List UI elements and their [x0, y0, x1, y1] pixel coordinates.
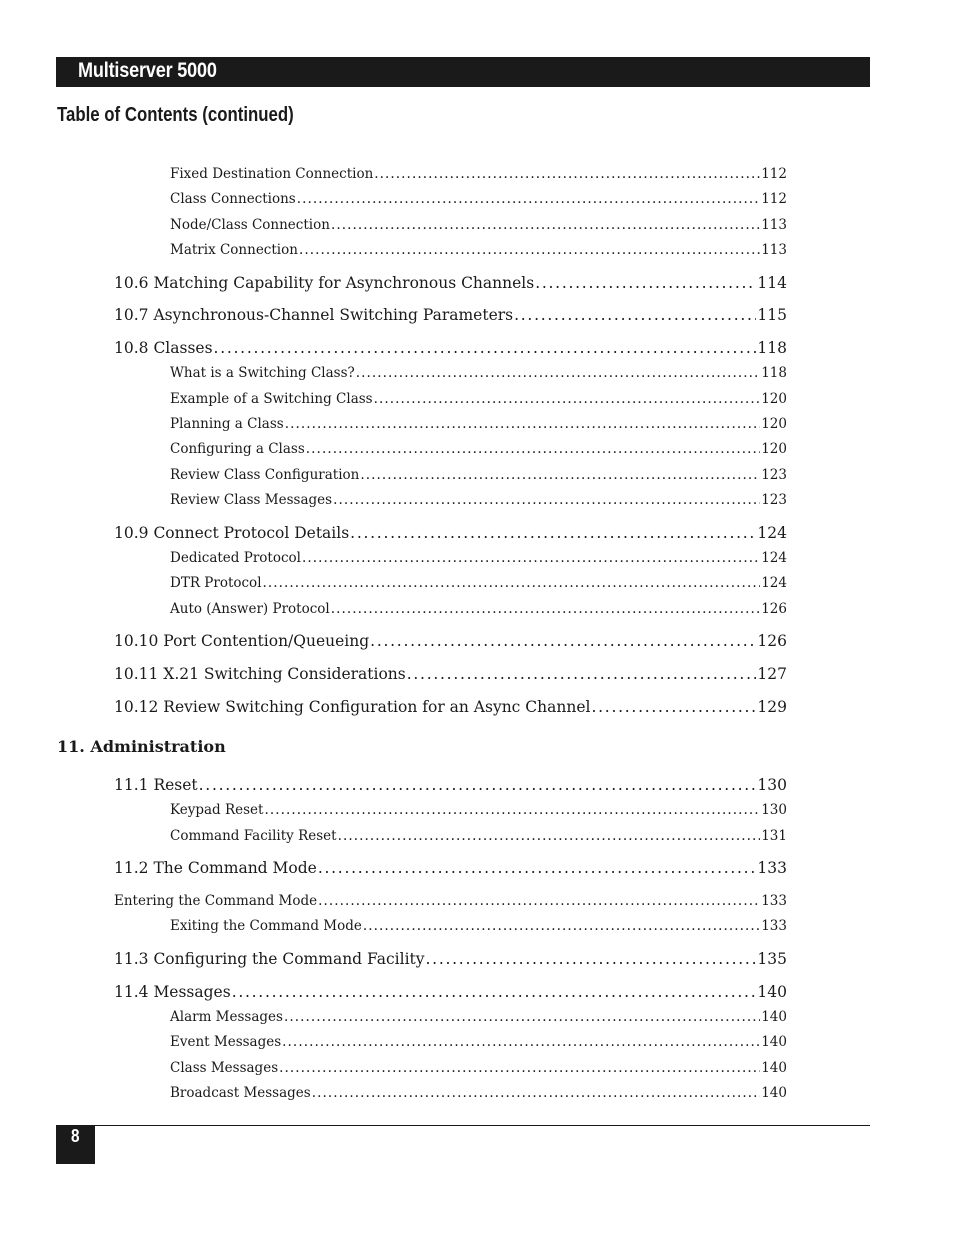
toc-entry[interactable] — [170, 1009, 787, 1025]
toc-entry-title: Keypad Reset — [170, 802, 264, 818]
toc-dot-leader — [312, 1085, 760, 1101]
toc-dot-leader — [306, 441, 760, 457]
toc-entry-page: 126 — [757, 632, 787, 650]
page-number: 8 — [71, 1126, 80, 1146]
toc-entry-page: 113 — [761, 242, 787, 258]
toc-entry-page: 123 — [761, 492, 787, 508]
toc-entry-page: 133 — [761, 893, 787, 909]
toc-entry-page: 126 — [761, 601, 787, 617]
toc-dot-leader — [331, 601, 761, 617]
toc-entry-page: 114 — [757, 274, 787, 292]
toc-entry-title: 10.6 Matching Capability for Asynchronous Channels — [114, 274, 535, 292]
toc-entry[interactable] — [114, 983, 787, 1001]
toc-entry[interactable] — [170, 918, 787, 934]
toc-entry-title: 11.2 The Command Mode — [114, 859, 317, 877]
toc-entry[interactable] — [170, 1060, 787, 1076]
toc-dot-leader — [318, 893, 760, 909]
toc-entry[interactable] — [170, 575, 787, 591]
toc-entry-page: 124 — [757, 524, 787, 542]
chapter-heading: 11. Administration — [57, 737, 226, 756]
toc-dot-leader — [331, 217, 760, 233]
toc-entry-title: Matrix Connection — [170, 242, 298, 258]
toc-dot-leader — [299, 242, 760, 258]
toc-entry-title: Fixed Destination Connection — [170, 166, 374, 182]
toc-dot-leader — [297, 191, 760, 207]
toc-entry-page: 124 — [761, 550, 787, 566]
toc-entry-title: Auto (Answer) Protocol — [170, 601, 330, 617]
toc-entry-page: 133 — [761, 918, 787, 934]
toc-entry-title: Configuring a Class — [170, 441, 305, 457]
toc-entry[interactable] — [170, 416, 787, 432]
toc-entry-page: 140 — [757, 983, 787, 1001]
toc-entry-title: Example of a Switching Class — [170, 391, 373, 407]
toc-entry[interactable] — [170, 441, 787, 457]
toc-entry-page: 130 — [761, 802, 787, 818]
toc-entry-title: 10.11 X.21 Switching Considerations — [114, 665, 406, 683]
toc-dot-leader — [264, 802, 760, 818]
toc-dot-leader — [232, 983, 757, 1001]
toc-entry-title: 10.8 Classes — [114, 339, 213, 357]
toc-entry-title: 10.7 Asynchronous-Channel Switching Parameters — [114, 306, 514, 324]
toc-dot-leader — [199, 776, 757, 794]
toc-dot-leader — [591, 698, 756, 716]
toc-entry-title: Class Connections — [170, 191, 296, 207]
toc-entry[interactable] — [114, 306, 787, 324]
toc-dot-leader — [333, 492, 760, 508]
toc-entry-title: Entering the Command Mode — [114, 893, 318, 909]
toc-entry-page: 120 — [761, 441, 787, 457]
toc-entry[interactable] — [114, 665, 787, 683]
toc-entry[interactable] — [170, 550, 787, 566]
toc-entry[interactable] — [170, 391, 787, 407]
toc-dot-leader — [535, 274, 756, 292]
toc-entry[interactable] — [170, 828, 787, 844]
toc-entry-title: Dedicated Protocol — [170, 550, 301, 566]
toc-dot-leader — [285, 416, 761, 432]
toc-entry[interactable] — [114, 698, 787, 716]
toc-entry[interactable] — [170, 601, 787, 617]
toc-entry[interactable] — [114, 776, 787, 794]
toc-dot-leader — [363, 918, 760, 934]
toc-dot-leader — [360, 467, 760, 483]
toc-entry[interactable] — [114, 859, 787, 877]
toc-dot-leader — [407, 665, 757, 683]
toc-entry-title: 11.3 Configuring the Command Facility — [114, 950, 425, 968]
page-number-box — [56, 1125, 95, 1164]
toc-entry[interactable] — [170, 467, 787, 483]
toc-entry[interactable] — [170, 217, 787, 233]
toc-entry-title: 11.4 Messages — [114, 983, 231, 1001]
toc-entry-page: 133 — [757, 859, 787, 877]
toc-dot-leader — [338, 828, 761, 844]
toc-entry[interactable] — [170, 802, 787, 818]
toc-dot-leader — [374, 166, 760, 182]
toc-entry-title: Alarm Messages — [170, 1009, 283, 1025]
toc-entry-title: Review Class Messages — [170, 492, 333, 508]
toc-entry-page: 140 — [761, 1009, 787, 1025]
toc-entry-page: 131 — [761, 828, 787, 844]
header-title: Multiserver 5000 — [78, 59, 217, 82]
footer-rule — [56, 1125, 870, 1126]
toc-entry-page: 127 — [757, 665, 787, 683]
toc-entry-page: 130 — [757, 776, 787, 794]
toc-entry[interactable] — [170, 166, 787, 182]
toc-dot-leader — [284, 1009, 760, 1025]
toc-entry-title: 11.1 Reset — [114, 776, 198, 794]
toc-entry-page: 118 — [761, 365, 787, 381]
toc-entry-title: Node/Class Connection — [170, 217, 330, 233]
toc-dot-leader — [370, 632, 756, 650]
toc-entry-title: Review Class Configuration — [170, 467, 360, 483]
toc-entry-title: Class Messages — [170, 1060, 279, 1076]
toc-entry-page: 112 — [761, 191, 787, 207]
toc-entry[interactable] — [170, 191, 787, 207]
toc-dot-leader — [426, 950, 757, 968]
page-heading: Table of Contents (continued) — [57, 104, 294, 126]
toc-entry[interactable] — [170, 1085, 787, 1101]
toc-entry-page: 129 — [757, 698, 787, 716]
toc-dot-leader — [356, 365, 760, 381]
toc-entry-title: What is a Switching Class? — [170, 365, 355, 381]
toc-entry-title: Planning a Class — [170, 416, 284, 432]
toc-entry-title: 10.12 Review Switching Configuration for an Async Channel — [114, 698, 591, 716]
toc-entry[interactable] — [114, 524, 787, 542]
toc-entry[interactable] — [170, 365, 787, 381]
toc-entry-page: 124 — [761, 575, 787, 591]
toc-entry[interactable] — [114, 339, 787, 357]
toc-dot-leader — [350, 524, 756, 542]
toc-entry-title: Event Messages — [170, 1034, 282, 1050]
toc-entry-page: 120 — [761, 416, 787, 432]
toc-entry-title: Command Facility Reset — [170, 828, 337, 844]
toc-entry-title: 10.10 Port Contention/Queueing — [114, 632, 370, 650]
toc-entry-title: 10.9 Connect Protocol Details — [114, 524, 350, 542]
toc-entry[interactable] — [114, 893, 787, 909]
toc-entry[interactable] — [170, 492, 787, 508]
toc-entry-page: 112 — [761, 166, 787, 182]
toc-entry[interactable] — [170, 1034, 787, 1050]
toc-entry-page: 140 — [761, 1034, 787, 1050]
toc-entry-page: 140 — [761, 1060, 787, 1076]
toc-entry[interactable] — [170, 242, 787, 258]
toc-entry-page: 113 — [761, 217, 787, 233]
toc-dot-leader — [514, 306, 756, 324]
toc-entry-page: 123 — [761, 467, 787, 483]
toc-entry[interactable] — [114, 632, 787, 650]
toc-dot-leader — [279, 1060, 760, 1076]
toc-dot-leader — [214, 339, 757, 357]
toc-dot-leader — [374, 391, 761, 407]
toc-entry[interactable] — [114, 950, 787, 968]
toc-entry-page: 135 — [757, 950, 787, 968]
toc-entry-page: 115 — [757, 306, 787, 324]
toc-dot-leader — [282, 1034, 760, 1050]
toc-dot-leader — [318, 859, 757, 877]
toc-entry-title: Broadcast Messages — [170, 1085, 311, 1101]
toc-entry-page: 120 — [761, 391, 787, 407]
toc-entry-title: Exiting the Command Mode — [170, 918, 362, 934]
toc-dot-leader — [263, 575, 761, 591]
toc-entry[interactable] — [114, 274, 787, 292]
toc-entry-page: 118 — [757, 339, 787, 357]
toc-entry-page: 140 — [761, 1085, 787, 1101]
toc-dot-leader — [302, 550, 760, 566]
toc-entry-title: DTR Protocol — [170, 575, 262, 591]
